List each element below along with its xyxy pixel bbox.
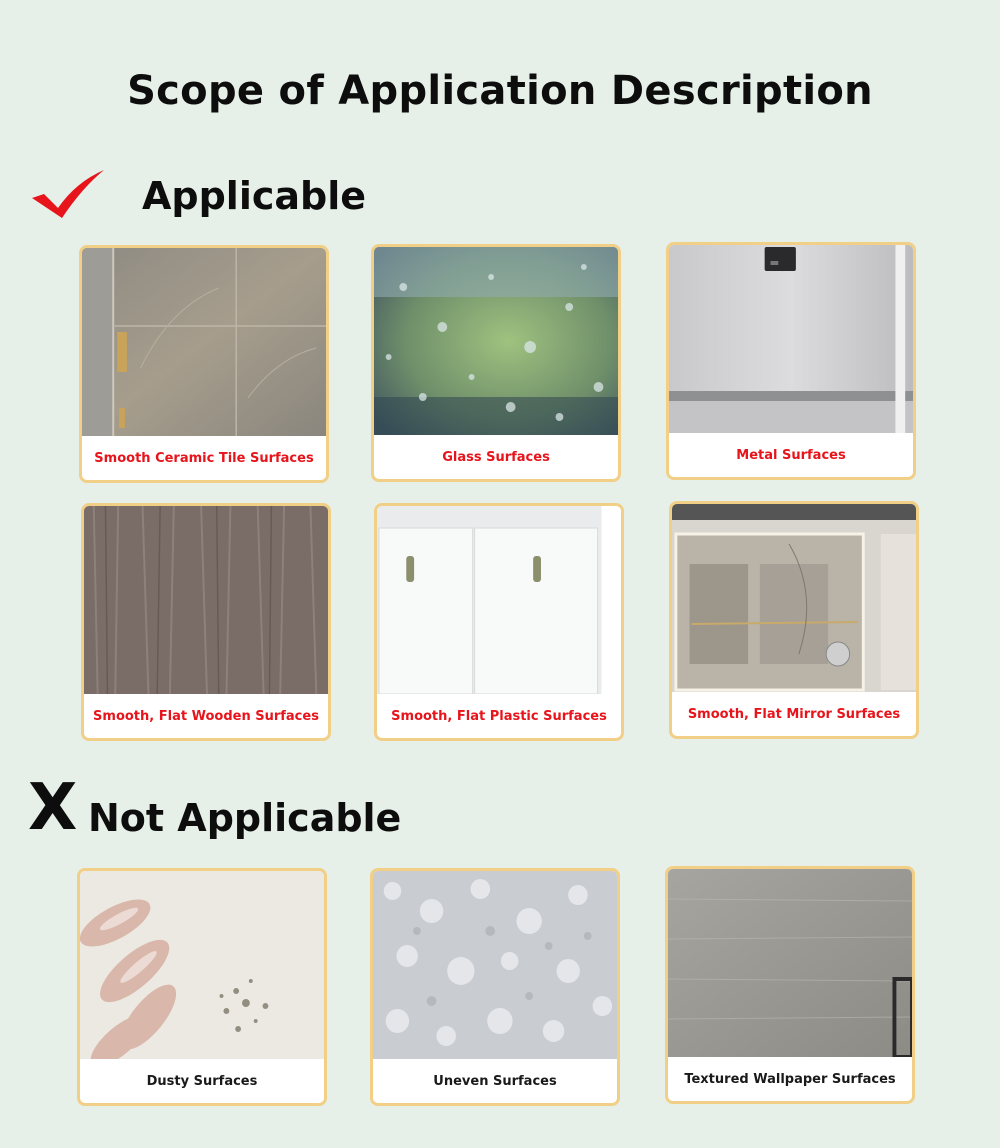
card-glass xyxy=(371,244,621,482)
card-uneven xyxy=(370,868,620,1106)
not-applicable-heading: Not Applicable xyxy=(88,796,402,840)
card-label: Metal Surfaces xyxy=(736,447,846,463)
card-label: Smooth, Flat Wooden Surfaces xyxy=(93,708,319,724)
dusty-photo xyxy=(80,871,324,1059)
wood-photo xyxy=(84,506,328,694)
wallpaper-photo xyxy=(668,869,912,1057)
card-label: Smooth Ceramic Tile Surfaces xyxy=(94,450,314,466)
page-title: Scope of Application Description xyxy=(127,68,873,114)
card-mirror xyxy=(669,501,919,739)
card-label: Textured Wallpaper Surfaces xyxy=(684,1071,896,1087)
uneven-photo xyxy=(373,871,617,1059)
glass-photo xyxy=(374,247,618,435)
card-label: Dusty Surfaces xyxy=(146,1073,258,1089)
plastic-switch-photo xyxy=(377,506,621,694)
card-label: Glass Surfaces xyxy=(442,449,550,465)
ceramic-tile-photo xyxy=(82,248,326,436)
card-label: Smooth, Flat Plastic Surfaces xyxy=(391,708,607,724)
x-mark-icon: X xyxy=(28,771,78,845)
card-dusty xyxy=(77,868,327,1106)
card-metal xyxy=(666,242,916,480)
card-wood xyxy=(81,503,331,741)
card-ceramic-tile xyxy=(79,245,329,483)
applicable-heading: Applicable xyxy=(142,174,367,218)
card-label: Uneven Surfaces xyxy=(433,1073,557,1089)
card-plastic xyxy=(374,503,624,741)
card-label: Smooth, Flat Mirror Surfaces xyxy=(687,706,901,722)
metal-photo xyxy=(669,245,913,433)
check-mark-icon xyxy=(30,168,106,220)
mirror-photo xyxy=(672,504,916,692)
card-wallpaper xyxy=(665,866,915,1104)
